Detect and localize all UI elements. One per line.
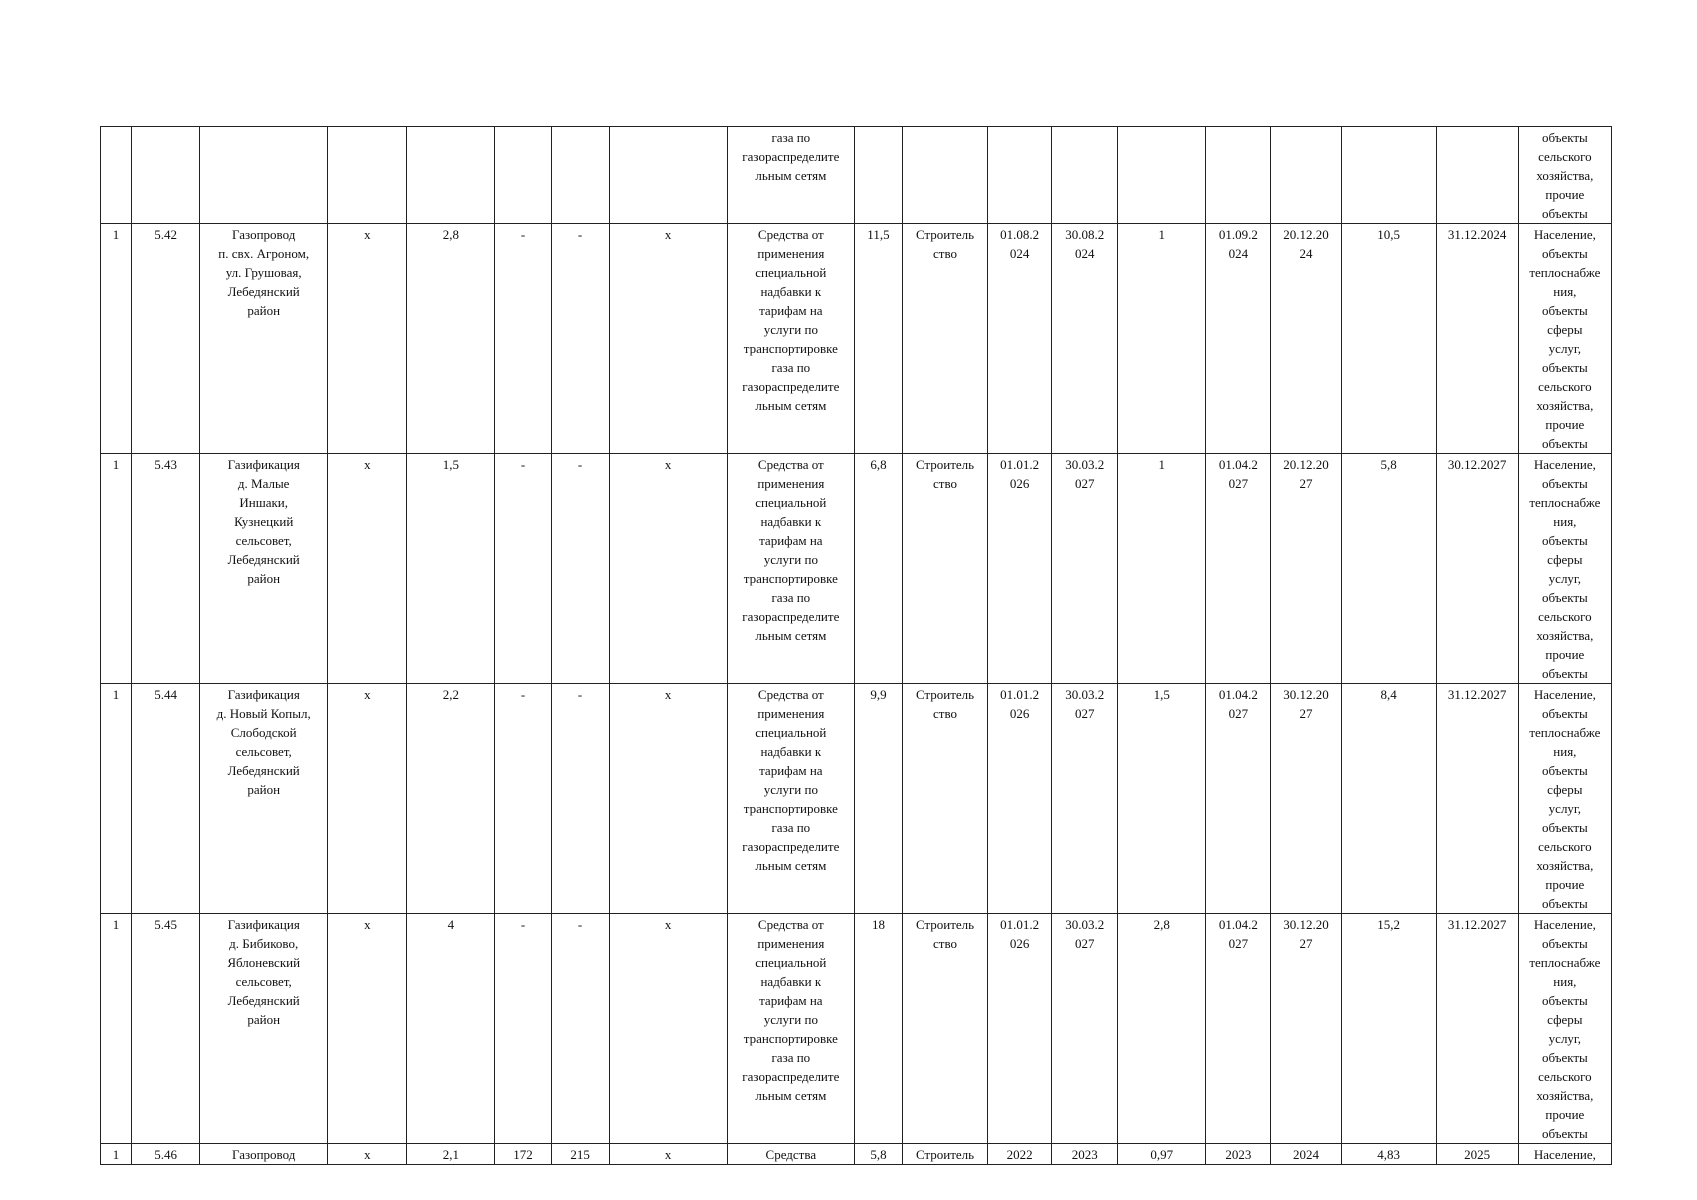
cell-date-start-2: 01.09.2 024 [1206, 224, 1271, 454]
cell-date-start-2: 2023 [1206, 1144, 1271, 1165]
cell-length: 4 [407, 914, 495, 1144]
cell-date-end-2: 20.12.20 24 [1271, 224, 1341, 454]
cell-col6: - [495, 914, 551, 1144]
table-row [101, 914, 1612, 1144]
cell-col6: - [495, 684, 551, 914]
cell-date-start: 01.01.2 026 [988, 454, 1052, 684]
cell-commissioning-date: 2025 [1436, 1144, 1518, 1165]
cell-date-end-2: 30.12.20 27 [1271, 684, 1341, 914]
cell-col1: 1 [101, 684, 132, 914]
cell-col8: x [609, 454, 727, 684]
cell-value: 0,97 [1118, 1144, 1206, 1165]
cell-value: 1 [1118, 224, 1206, 454]
cell-empty [200, 127, 328, 224]
cell-commissioning-date: 31.12.2027 [1436, 914, 1518, 1144]
cell-cost: 6,8 [854, 454, 902, 684]
cell-funding-source: Средства от применения специальной надбавки к тарифам на услуги по транспортировке газа по газораспределите льным сетям [727, 224, 854, 454]
cell-empty [609, 127, 727, 224]
cell-item-number: 5.46 [132, 1144, 200, 1165]
cell-value: 2,8 [1118, 914, 1206, 1144]
cell-work-type: Строитель ство [902, 914, 987, 1144]
cell-length: 2,8 [407, 224, 495, 454]
cell-col4: x [328, 684, 407, 914]
cell-col7: 215 [551, 1144, 609, 1165]
cell-empty [101, 127, 132, 224]
cell-col8: x [609, 224, 727, 454]
cell-value: 1 [1118, 454, 1206, 684]
cell-col1: 1 [101, 454, 132, 684]
cell-value-2: 5,8 [1341, 454, 1436, 684]
cell-date-end: 30.08.2 024 [1052, 224, 1118, 454]
cell-date-start: 01.08.2 024 [988, 224, 1052, 454]
cell-col7: - [551, 914, 609, 1144]
table-row [101, 224, 1612, 454]
cell-col4: x [328, 454, 407, 684]
cell-consumers: Население, объекты теплоснабже ния, объекты сферы услуг, объекты сельского хозяйства, прочие объекты [1518, 914, 1611, 1144]
cell-empty [551, 127, 609, 224]
cell-item-number: 5.43 [132, 454, 200, 684]
cell-date-start-2: 01.04.2 027 [1206, 914, 1271, 1144]
cell-date-end: 30.03.2 027 [1052, 914, 1118, 1144]
cell-consumers: объекты сельского хозяйства, прочие объекты [1518, 127, 1611, 224]
cell-col8: x [609, 684, 727, 914]
cell-empty [328, 127, 407, 224]
cell-object-name: Газификация д. Новый Копыл, Слободской сельсовет, Лебедянский район [200, 684, 328, 914]
cell-cost: 18 [854, 914, 902, 1144]
cell-object-name: Газификация д. Бибиково, Яблоневский сельсовет, Лебедянский район [200, 914, 328, 1144]
cell-funding-source: газа по газораспределите льным сетям [727, 127, 854, 224]
cell-item-number: 5.44 [132, 684, 200, 914]
cell-col4: x [328, 224, 407, 454]
cell-empty [1271, 127, 1341, 224]
cell-col6: - [495, 224, 551, 454]
cell-col8: x [609, 1144, 727, 1165]
cell-col7: - [551, 454, 609, 684]
table-row [101, 684, 1612, 914]
cell-commissioning-date: 30.12.2027 [1436, 454, 1518, 684]
cell-object-name: Газопровод [200, 1144, 328, 1165]
cell-empty [1206, 127, 1271, 224]
cell-value-2: 15,2 [1341, 914, 1436, 1144]
cell-col1: 1 [101, 224, 132, 454]
table-row [101, 1144, 1612, 1165]
cell-date-end: 30.03.2 027 [1052, 454, 1118, 684]
cell-empty [1436, 127, 1518, 224]
cell-value-2: 4,83 [1341, 1144, 1436, 1165]
cell-date-end-2: 30.12.20 27 [1271, 914, 1341, 1144]
cell-commissioning-date: 31.12.2027 [1436, 684, 1518, 914]
cell-consumers: Население, объекты теплоснабже ния, объекты сферы услуг, объекты сельского хозяйства, прочие объекты [1518, 224, 1611, 454]
cell-col1: 1 [101, 1144, 132, 1165]
cell-date-start: 01.01.2 026 [988, 914, 1052, 1144]
cell-funding-source: Средства от применения специальной надбавки к тарифам на услуги по транспортировке газа по газораспределите льным сетям [727, 914, 854, 1144]
table-row-continuation [101, 127, 1612, 224]
cell-date-end: 30.03.2 027 [1052, 684, 1118, 914]
cell-empty [854, 127, 902, 224]
cell-date-start: 01.01.2 026 [988, 684, 1052, 914]
cell-work-type: Строитель ство [902, 224, 987, 454]
cell-funding-source: Средства от применения специальной надбавки к тарифам на услуги по транспортировке газа по газораспределите льным сетям [727, 684, 854, 914]
cell-cost: 5,8 [854, 1144, 902, 1165]
table-row [101, 454, 1612, 684]
cell-consumers: Население, [1518, 1144, 1611, 1165]
cell-col6: - [495, 454, 551, 684]
cell-cost: 9,9 [854, 684, 902, 914]
investment-program-table [100, 126, 1612, 1165]
cell-funding-source: Средства [727, 1144, 854, 1165]
cell-work-type: Строитель ство [902, 684, 987, 914]
cell-col7: - [551, 684, 609, 914]
cell-empty [407, 127, 495, 224]
cell-empty [902, 127, 987, 224]
cell-date-start: 2022 [988, 1144, 1052, 1165]
cell-object-name: Газификация д. Малые Иншаки, Кузнецкий сельсовет, Лебедянский район [200, 454, 328, 684]
cell-empty [988, 127, 1052, 224]
cell-work-type: Строитель [902, 1144, 987, 1165]
cell-empty [132, 127, 200, 224]
cell-empty [1052, 127, 1118, 224]
cell-consumers: Население, объекты теплоснабже ния, объекты сферы услуг, объекты сельского хозяйства, прочие объекты [1518, 684, 1611, 914]
cell-item-number: 5.45 [132, 914, 200, 1144]
cell-col4: x [328, 1144, 407, 1165]
cell-length: 1,5 [407, 454, 495, 684]
cell-work-type: Строитель ство [902, 454, 987, 684]
cell-consumers: Население, объекты теплоснабже ния, объекты сферы услуг, объекты сельского хозяйства, прочие объекты [1518, 454, 1611, 684]
cell-empty [1341, 127, 1436, 224]
cell-col8: x [609, 914, 727, 1144]
cell-col7: - [551, 224, 609, 454]
cell-cost: 11,5 [854, 224, 902, 454]
cell-empty [495, 127, 551, 224]
cell-value-2: 8,4 [1341, 684, 1436, 914]
cell-value-2: 10,5 [1341, 224, 1436, 454]
cell-object-name: Газопровод п. свх. Агроном, ул. Грушовая, Лебедянский район [200, 224, 328, 454]
cell-date-start-2: 01.04.2 027 [1206, 454, 1271, 684]
cell-col6: 172 [495, 1144, 551, 1165]
cell-commissioning-date: 31.12.2024 [1436, 224, 1518, 454]
cell-length: 2,1 [407, 1144, 495, 1165]
cell-empty [1118, 127, 1206, 224]
cell-date-end: 2023 [1052, 1144, 1118, 1165]
cell-item-number: 5.42 [132, 224, 200, 454]
cell-date-start-2: 01.04.2 027 [1206, 684, 1271, 914]
cell-funding-source: Средства от применения специальной надбавки к тарифам на услуги по транспортировке газа по газораспределите льным сетям [727, 454, 854, 684]
cell-col1: 1 [101, 914, 132, 1144]
cell-length: 2,2 [407, 684, 495, 914]
cell-value: 1,5 [1118, 684, 1206, 914]
cell-date-end-2: 20.12.20 27 [1271, 454, 1341, 684]
cell-col4: x [328, 914, 407, 1144]
cell-date-end-2: 2024 [1271, 1144, 1341, 1165]
